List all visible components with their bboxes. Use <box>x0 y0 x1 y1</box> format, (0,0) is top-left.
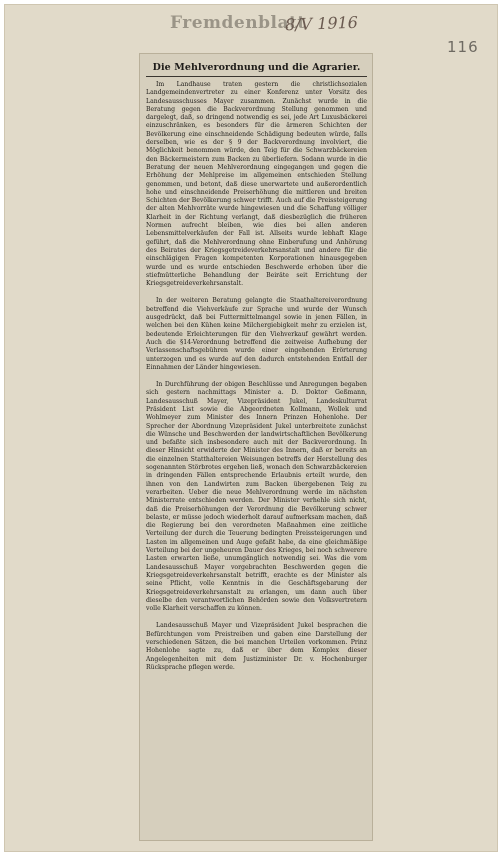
article-title: Die Mehlverordnung und die Agrarier. <box>146 62 367 77</box>
newspaper-clipping <box>139 53 373 841</box>
page-number: 116 <box>447 38 479 56</box>
newspaper-masthead: Fremdenblatt <box>170 13 306 33</box>
article-paragraph-4: Landesausschuß Mayer und Vizepräsident Jukel besprachen die Befürchtungen vom Preistreiben und gaben eine Darstellung der verschiedenen Sätzen, die bei manchen Urteilen vorkommen. Prinz Hohenlohe sagte zu, daß er über dem Komplex dieser Angelegenheiten mit dem Justizminister Dr. v. Hochenburger Rücksprache pflegen werde. <box>146 622 367 671</box>
handwritten-date: 8/V 1916 <box>284 12 359 35</box>
paragraph-spacer <box>146 288 367 297</box>
article-paragraph-3: In Durchführung der obigen Beschlüsse und Anregungen begaben sich gestern nachmittags Minister a. D. Doktor Geßmann, Landesausschuß Mayer, Vizepräsident Jukel, Landeskulturrat Präsident List sowie die Abgeordneten Kollmann, Wollek und Wohlmeyer zum Minister des Innern Prinzen Hohenlohe. Der Sprecher der Abordnung Vizepräsident Jukel unterbreitete zunächst die Wünsche und Beschwerden der landwirtschaftlichen Bevölkerung und befaßte sich insbesondere auch mit der Backverordnung. In dieser Hinsicht erwiderte der Minister des Innern, daß er bereits an die einzelnen Statthaltereien Weisungen betreffs der Herstellung des sogenannten Störbrotes ergehen ließ, wonach den Schwarzbäckereien in dringenden Fällen entsprechende Erlaubnis erteilt wurde, den ihnen von den Landwirten zum Backen übergebenen Teig zu verarbeiten. Ueber die neue Mehlverordnung werde im nächsten Ministerrate entschieden werden. Der Minister verhehle sich nicht, daß die Preiserhöhungen der Verordnung die Bevölkerung schwer belaste, er müsse jedoch wiederholt darauf aufmerksam machen, daß die Regierung bei den verordneten Maßnahmen eine zeitliche Verteilung der durch die Teuerung bedingten Preissteigerungen und Lasten im allgemeinen und Auge gefaßt habe, da eine gleichmäßige Verteilung bei der ungeheuren Dauer des Krieges, bei noch schwerere Lasten erwarten ließe, unumgänglich notwendig sei. Was die vom Landesausschuß Mayer vorgebrachten Beschwerden gegen die Kriegsgetreideverkehrsanstalt betrifft, erachte es der Minister als seine Pflicht, volle Kenntnis in die Geschäftsgebarung der Kriegsgetreideverkehrsanstalt zu erlangen, um dann auch über dieselbe den verantwortlichen Behörden sowie den Volksvertretern volle Klarheit verschaffen zu können. <box>146 381 367 613</box>
article-paragraph-2: In der weiteren Beratung gelangte die Staathaltereiverordnung betreffend die Viehverkäufe zur Sprache und wurde der Wunsch ausgedrückt, daß bei Futtermittelmangel sowie in jenen Fällen, in welchen bei den Kühen keine Milchergiebigkeit mehr zu erzielen ist, bedeutende Erleichterungen für den Viehverkauf gewährt werden. Auch die §14-Verordnung betreffend die zeitweise Aufhebung der Verlassenschaftsgebühren wurde einer eingehenden Erörterung unterzogen und es wurde auf den dadurch entstehenden Entfall der Einnahmen der Länder hingewiesen. <box>146 297 367 371</box>
paragraph-spacer <box>146 613 367 622</box>
paragraph-spacer <box>146 372 367 381</box>
article-paragraph-1: Im Landhause traten gestern die christlichsozialen Landgemeindenvertreter zu einer Konferenz unter Vorsitz des Landesausschusses Mayer zusammen. Zunächst wurde in die Beratung gegen die Backverordnung Stellung genommen und dargelegt, daß, so dringend notwendig es sei, jede Art Luxusbäckerei einzuschränken, es besonders für die ärmeren Schichten der Bevölkerung eine einschneidende Schädigung bedeuten würde, falls derselben, wie es der § 9 der Backverordnung involviert, die Möglichkeit benommen würde, den Teig für die Schwarzbäckereien den Bäckermeistern zum Backen zu überliefern. Sodann wurde in die Beratung der neuen Mehlverordnung eingegangen und gegen die Erhöhung der Mehlpreise im allgemeinen entschieden Stellung genommen, und betont, daß diese unerwartete und außerordentlich hohe und einschneidende Preiserhöhung die mittleren und breiten Schichten der Bevölkerung schwer trifft. Auch auf die Preissteigerung der alten Mehlvorräte wurde hingewiesen und die Schaffung völliger Klarheit in der Richtung verlangt, daß diesbezüglich die früheren Normen aufrecht bleiben, wie dies bei allen anderen Lebensmittelverkäufen der Fall ist. Allseits wurde lebhaft Klage geführt, daß die Mehlverordnung ohne Einberufung und Anhörung des Beirates der Kriegsgetreideverkehrsanstalt und andere für die einschlägigen Fragen kompetenten Korporationen hinausgegeben wurde und es wurde entschieden Beschwerde erhoben über die stiefmütterliche Behandlung der Beiräte seit Errichtung der Kriegsgetreideverkehrsanstalt. <box>146 81 367 288</box>
archive-sheet <box>4 4 498 852</box>
